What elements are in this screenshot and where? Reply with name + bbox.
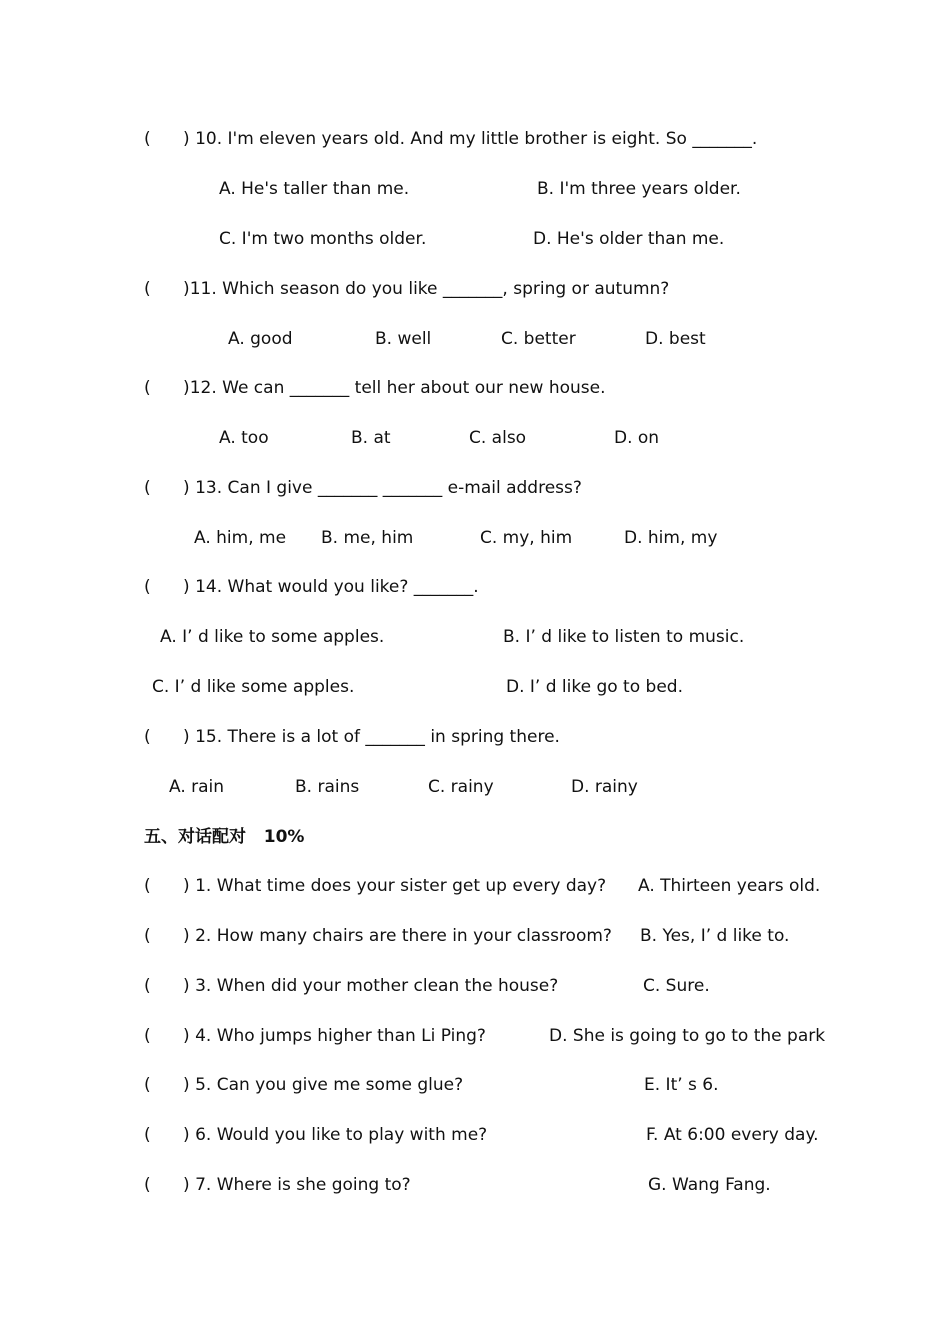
q14-option-b: B. I’ d like to listen to music.	[503, 627, 745, 647]
match-question-6: ( ) 6. Would you like to play with me?	[144, 1125, 488, 1145]
q13-option-a: A. him, me	[194, 528, 287, 548]
section-5-title: 五、对话配对 10%	[144, 827, 305, 847]
match-answer-a: A. Thirteen years old.	[638, 876, 821, 896]
q15-option-d: D. rainy	[571, 777, 638, 797]
question-11: ( )11. Which season do you like _______, spring or autumn?	[144, 279, 670, 299]
q13-option-d: D. him, my	[624, 528, 718, 548]
q13-option-b: B. me, him	[321, 528, 414, 548]
question-15: ( ) 15. There is a lot of _______ in spring there.	[144, 727, 560, 747]
q14-option-d: D. I’ d like go to bed.	[506, 677, 683, 697]
match-question-3: ( ) 3. When did your mother clean the house?	[144, 976, 559, 996]
q15-option-b: B. rains	[295, 777, 360, 797]
match-question-5: ( ) 5. Can you give me some glue?	[144, 1075, 464, 1095]
match-question-7: ( ) 7. Where is she going to?	[144, 1175, 411, 1195]
q10-option-c: C. I'm two months older.	[219, 229, 427, 249]
q14-option-c: C. I’ d like some apples.	[152, 677, 355, 697]
q11-option-d: D. best	[645, 329, 706, 349]
q10-option-a: A. He's taller than me.	[219, 179, 410, 199]
q10-option-d: D. He's older than me.	[533, 229, 725, 249]
match-question-2: ( ) 2. How many chairs are there in your classroom?	[144, 926, 612, 946]
match-answer-f: F. At 6:00 every day.	[646, 1125, 819, 1145]
match-answer-e: E. It’ s 6.	[644, 1075, 719, 1095]
q15-option-c: C. rainy	[428, 777, 494, 797]
question-13: ( ) 13. Can I give _______ _______ e-mail address?	[144, 478, 582, 498]
match-answer-g: G. Wang Fang.	[648, 1175, 771, 1195]
q12-option-a: A. too	[219, 428, 269, 448]
q15-option-a: A. rain	[169, 777, 225, 797]
q12-option-d: D. on	[614, 428, 660, 448]
question-10: ( ) 10. I'm eleven years old. And my little brother is eight. So _______.	[144, 129, 758, 149]
q14-option-a: A. I’ d like to some apples.	[160, 627, 385, 647]
match-answer-d: D. She is going to go to the park	[549, 1026, 826, 1046]
match-answer-b: B. Yes, I’ d like to.	[640, 926, 790, 946]
q13-option-c: C. my, him	[480, 528, 573, 548]
q11-option-a: A. good	[228, 329, 293, 349]
question-12: ( )12. We can _______ tell her about our new house.	[144, 378, 606, 398]
question-14: ( ) 14. What would you like? _______.	[144, 577, 479, 597]
q11-option-b: B. well	[375, 329, 432, 349]
q10-option-b: B. I'm three years older.	[537, 179, 741, 199]
match-answer-c: C. Sure.	[643, 976, 710, 996]
q12-option-b: B. at	[351, 428, 391, 448]
q12-option-c: C. also	[469, 428, 527, 448]
q11-option-c: C. better	[501, 329, 576, 349]
match-question-1: ( ) 1. What time does your sister get up every day?	[144, 876, 607, 896]
match-question-4: ( ) 4. Who jumps higher than Li Ping?	[144, 1026, 486, 1046]
